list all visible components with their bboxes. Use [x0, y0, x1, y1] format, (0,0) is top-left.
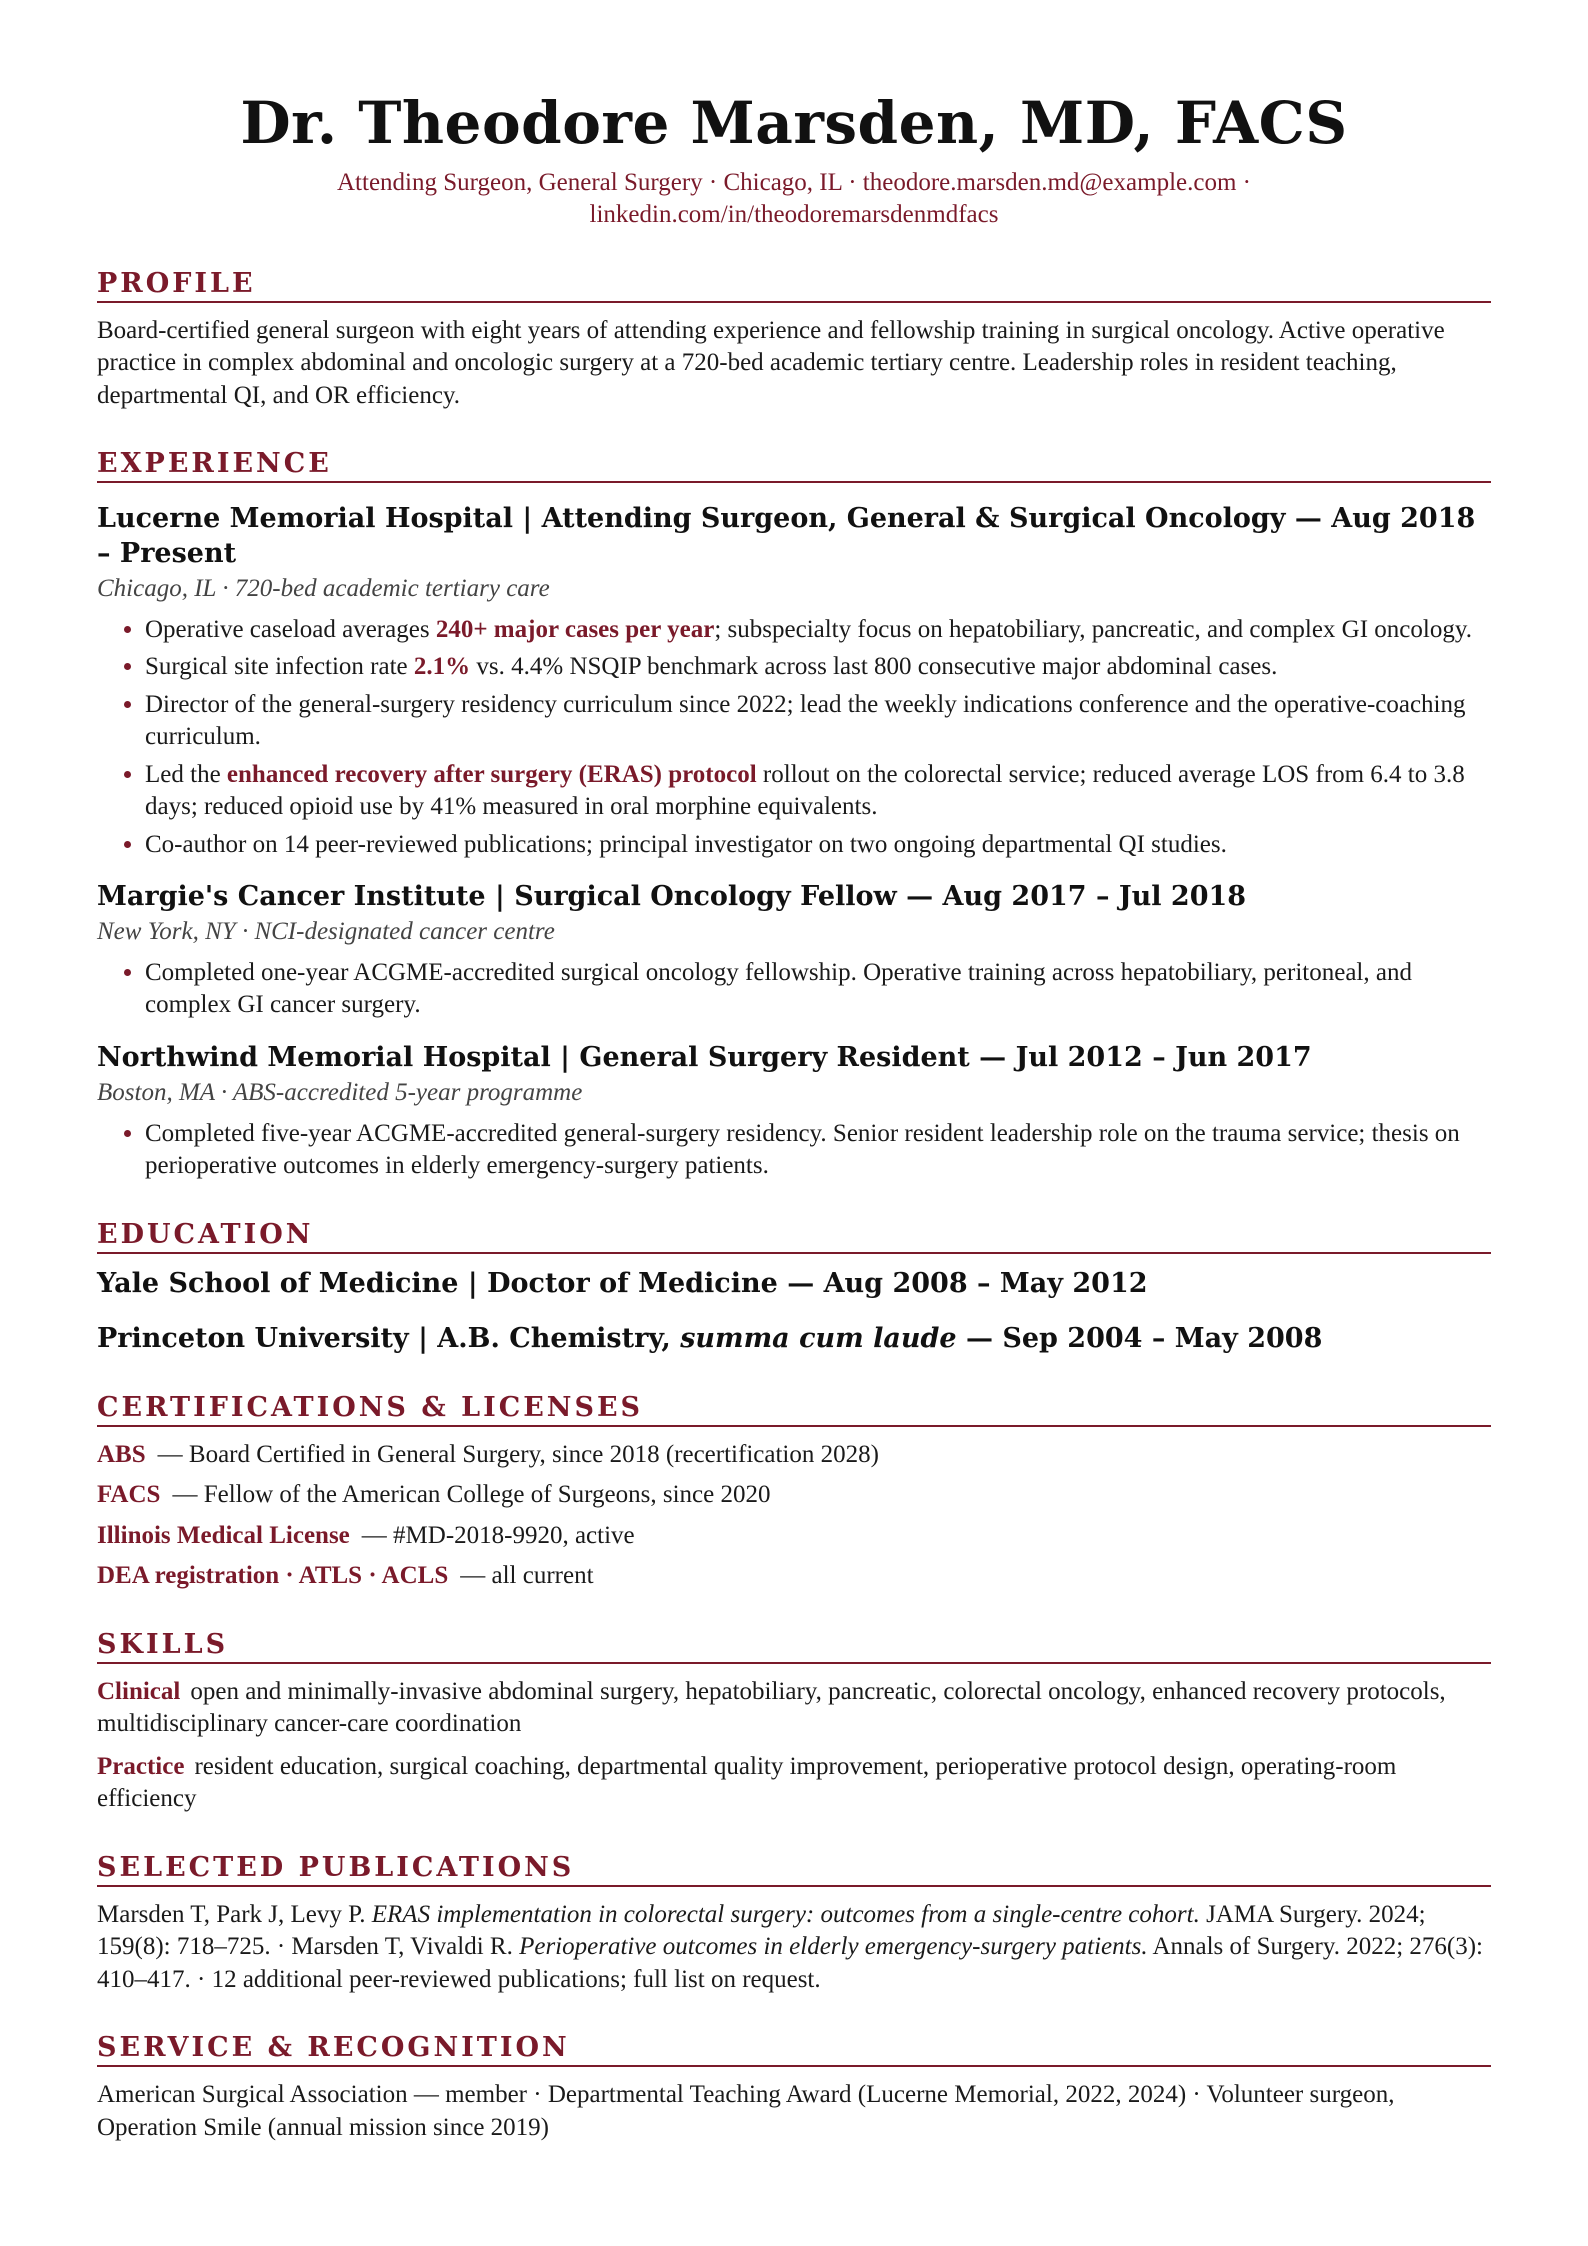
list-item: • Director of the general-surgery residency curriculum since 2022; lead the weekly indications conference and the operative-coaching curriculum.: [145, 689, 1491, 754]
cert-detail: — Fellow of the American College of Surgeons, since 2020: [172, 1481, 771, 1509]
highlight-text: 2.1%: [413, 653, 471, 681]
job-location: Chicago, IL · 720-bed academic tertiary care: [97, 575, 550, 603]
cert-row: [97, 1560, 1491, 1593]
skills-heading: SKILLS: [97, 1629, 1491, 1664]
job-heading: Margie's Cancer Institute | Surgical Oncology Fellow — Aug 2017 – Jul 2018: [97, 881, 1247, 913]
skill-row-clinical: [97, 1676, 1491, 1741]
publications-section: [97, 1852, 1491, 1997]
education-entry-princeton: Princeton University | A.B. Chemistry, summa cum laude — Sep 2004 – May 2008: [97, 1322, 1323, 1354]
honors-text: summa cum laude: [680, 1322, 957, 1354]
profile-heading: PROFILE: [97, 268, 1491, 303]
contact-line-1: Attending Surgeon, General Surgery · Chicago, IL · theodore.marsden.md@example.com ·: [337, 168, 1251, 196]
experience-section: [97, 448, 1491, 1182]
candidate-name: Dr. Theodore Marsden, MD, FACS: [240, 89, 1348, 157]
list-item: • Led the enhanced recovery after surgery (ERAS) protocol rollout on the colorectal service; reduced average LOS from 6.4 to 3.8 days; reduced opioid use by 41% measured in oral morphine equivalents.: [145, 759, 1491, 824]
skill-row-practice: [97, 1751, 1491, 1816]
list-item: • Completed five-year ACGME-accredited general-surgery residency. Senior resident leadership role on the trauma service; thesis on perioperative outcomes in elderly emergency-surgery patients.: [145, 1118, 1491, 1183]
cert-name: ABS: [97, 1440, 146, 1468]
certifications-heading: CERTIFICATIONS & LICENSES: [97, 1392, 1491, 1427]
education-heading: EDUCATION: [97, 1219, 1491, 1254]
education-entry-yale: Yale School of Medicine | Doctor of Medicine — Aug 2008 – May 2012: [97, 1267, 1148, 1299]
skill-category: Clinical: [97, 1677, 181, 1705]
cert-detail: — #MD-2018-9920, active: [361, 1521, 635, 1549]
profile-text: Board-certified general surgeon with eight years of attending experience and fellowship training in surgical oncology. Active operative practice in complex abdominal and oncologic surgery at a 720-bed academic tertiary centre. Leadership roles in resident teaching, departmental QI, and OR efficiency.: [97, 316, 1445, 409]
cert-detail: — Board Certified in General Surgery, since 2018 (recertification 2028): [157, 1440, 879, 1468]
cert-row: [97, 1439, 1491, 1472]
service-heading: SERVICE & RECOGNITION: [97, 2032, 1491, 2067]
cert-row: [97, 1479, 1491, 1512]
job-bullets: [97, 957, 1491, 1022]
publication-title: Perioperative outcomes in elderly emergency-surgery patients.: [519, 1933, 1148, 1961]
job-entry-northwind: [97, 1040, 1491, 1183]
contact-line-2[interactable]: linkedin.com/in/theodoremarsdenmdfacs: [589, 201, 999, 229]
contact-info: [97, 167, 1491, 232]
service-text: American Surgical Association — member · Departmental Teaching Award (Lucerne Memorial, 2022, 2024) · Volunteer surgeon, Operation Smile (annual mission since 2019): [97, 2081, 1395, 2141]
job-bullets: [97, 1118, 1491, 1183]
cert-row: [97, 1520, 1491, 1553]
profile-section: [97, 268, 1491, 413]
cert-detail: — all current: [460, 1562, 594, 1590]
list-item: • Co-author on 14 peer-reviewed publications; principal investigator on two ongoing departmental QI studies.: [145, 829, 1491, 862]
highlight-text: 240+ major cases per year: [435, 615, 715, 643]
job-heading: Northwind Memorial Hospital | General Surgery Resident — Jul 2012 – Jun 2017: [97, 1041, 1312, 1073]
education-section: [97, 1219, 1491, 1356]
certifications-section: [97, 1392, 1491, 1593]
skill-list: open and minimally-invasive abdominal surgery, hepatobiliary, pancreatic, colorectal oncology, enhanced recovery protocols, multidisciplinary cancer-care coordination: [97, 1677, 1446, 1738]
service-section: [97, 2032, 1491, 2144]
publication-title: ERAS implementation in colorectal surgery: outcomes from a single-centre cohort.: [371, 1900, 1200, 1928]
skill-category: Practice: [97, 1752, 185, 1780]
job-entry-lucerne: [97, 501, 1491, 861]
job-location: New York, NY · NCI-designated cancer centre: [97, 918, 555, 946]
skills-section: [97, 1629, 1491, 1816]
list-item: • Operative caseload averages 240+ major cases per year; subspecialty focus on hepatobiliary, pancreatic, and complex GI oncology.: [145, 614, 1491, 647]
job-location: Boston, MA · ABS-accredited 5-year programme: [97, 1079, 583, 1107]
cert-name: FACS: [97, 1481, 161, 1509]
job-heading: Lucerne Memorial Hospital | Attending Surgeon, General & Surgical Oncology — Aug 2018 – Present: [97, 503, 1476, 570]
publications-text: Marsden T, Park J, Levy P. ERAS implementation in colorectal surgery: outcomes from a single-centre cohort. JAMA Surgery. 2024; 159(8): 718–725. · Marsden T, Vivaldi R. Perioperative outcomes in elderly emergency-surgery patients. Annals of Surgery. 2022; 276(3): 410–417. · 12 additional peer-reviewed publications; full list on request.: [97, 1900, 1483, 1993]
highlight-text: enhanced recovery after surgery (ERAS) protocol: [226, 760, 757, 788]
publications-heading: SELECTED PUBLICATIONS: [97, 1852, 1491, 1887]
list-item: • Completed one-year ACGME-accredited surgical oncology fellowship. Operative training across hepatobiliary, peritoneal, and complex GI cancer surgery.: [145, 957, 1491, 1022]
list-item: • Surgical site infection rate 2.1% vs. 4.4% NSQIP benchmark across last 800 consecutive major abdominal cases.: [145, 651, 1491, 684]
cert-name: DEA registration · ATLS · ACLS: [97, 1562, 449, 1590]
experience-heading: EXPERIENCE: [97, 448, 1491, 483]
cert-name: Illinois Medical License: [97, 1521, 350, 1549]
job-entry-margies: [97, 879, 1491, 1022]
skill-list: resident education, surgical coaching, departmental quality improvement, perioperative protocol design, operating-room efficiency: [97, 1752, 1397, 1813]
job-bullets: [97, 614, 1491, 862]
